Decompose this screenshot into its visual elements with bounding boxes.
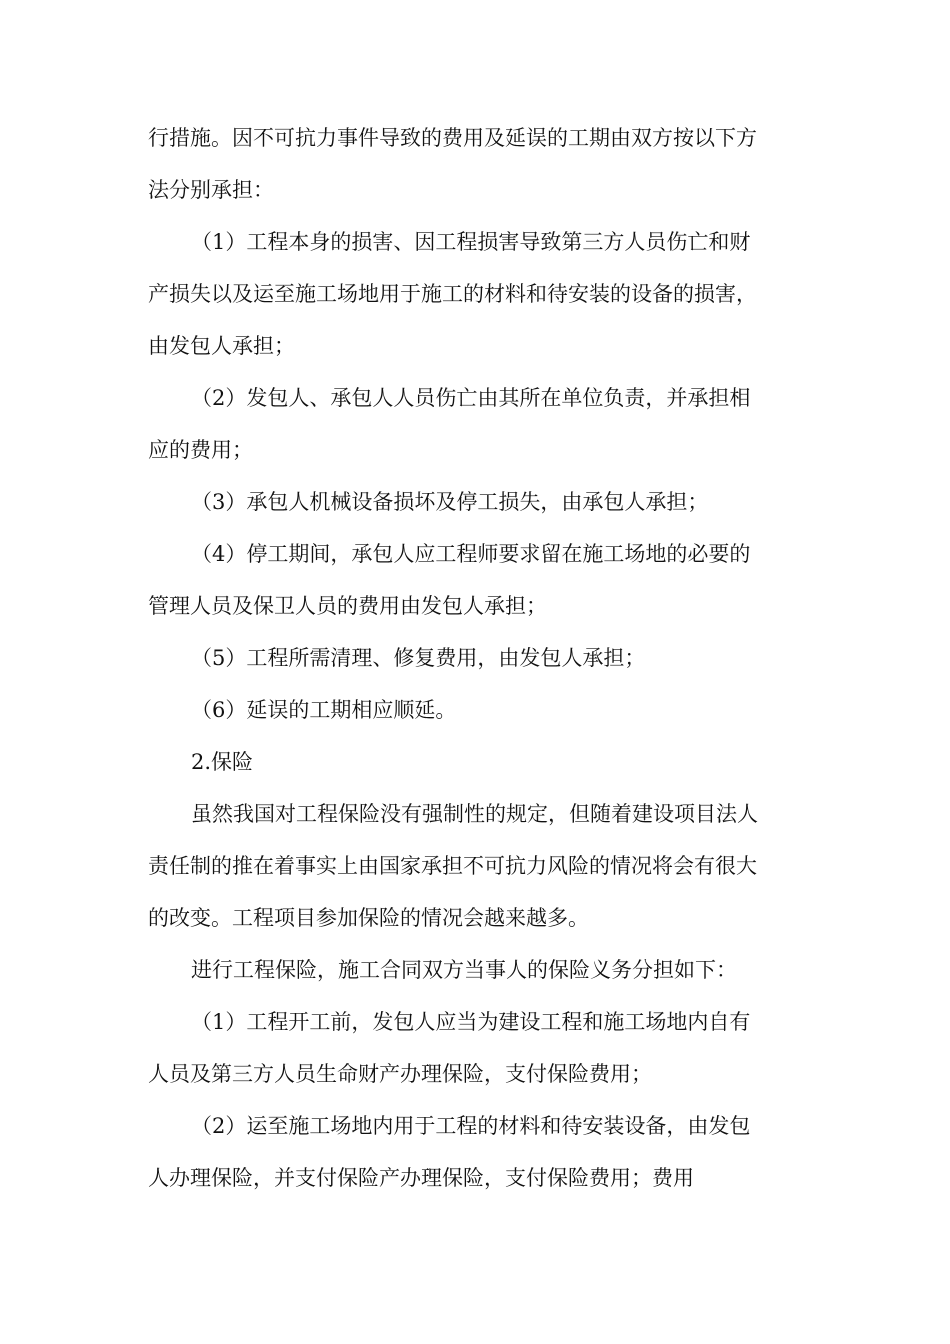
text-line: 人办理保险，并支付保险产办理保险，支付保险费用；费用 xyxy=(148,1166,694,1190)
text-line: 虽然我国对工程保险没有强制性的规定，但随着建设项目法人 xyxy=(191,802,758,826)
text-line: 责任制的推在着事实上由国家承担不可抗力风险的情况将会有很大 xyxy=(148,854,757,878)
text-line: 的改变。工程项目参加保险的情况会越来越多。 xyxy=(148,906,589,930)
text-line: （5）工程所需清理、修复费用，由发包人承担； xyxy=(191,646,646,670)
text-line: （6）延误的工期相应顺延。 xyxy=(191,698,457,722)
text-line: 由发包人承担； xyxy=(148,334,295,358)
text-line: 行措施。因不可抗力事件导致的费用及延误的工期由双方按以下方 xyxy=(148,126,757,150)
text-line: （2）发包人、承包人人员伤亡由其所在单位负责，并承担相 xyxy=(191,386,751,410)
text-line: 产损失以及运至施工场地用于施工的材料和待安装的设备的损害， xyxy=(148,282,757,306)
text-line: （1）工程开工前，发包人应当为建设工程和施工场地内自有 xyxy=(191,1010,751,1034)
text-line: （3）承包人机械设备损坏及停工损失，由承包人承担； xyxy=(191,490,709,514)
text-line: 人员及第三方人员生命财产办理保险，支付保险费用； xyxy=(148,1062,652,1086)
text-line: 法分别承担： xyxy=(148,178,274,202)
text-line: 应的费用； xyxy=(148,438,253,462)
section-heading: 2.保险 xyxy=(191,750,254,774)
text-line: （2）运至施工场地内用于工程的材料和待安装设备，由发包 xyxy=(191,1114,751,1138)
document-body xyxy=(148,112,800,1204)
text-line: 管理人员及保卫人员的费用由发包人承担； xyxy=(148,594,547,618)
text-line: 进行工程保险，施工合同双方当事人的保险义务分担如下： xyxy=(191,958,737,982)
text-line: （1）工程本身的损害、因工程损害导致第三方人员伤亡和财 xyxy=(191,230,751,254)
text-line: （4）停工期间，承包人应工程师要求留在施工场地的必要的 xyxy=(191,542,751,566)
